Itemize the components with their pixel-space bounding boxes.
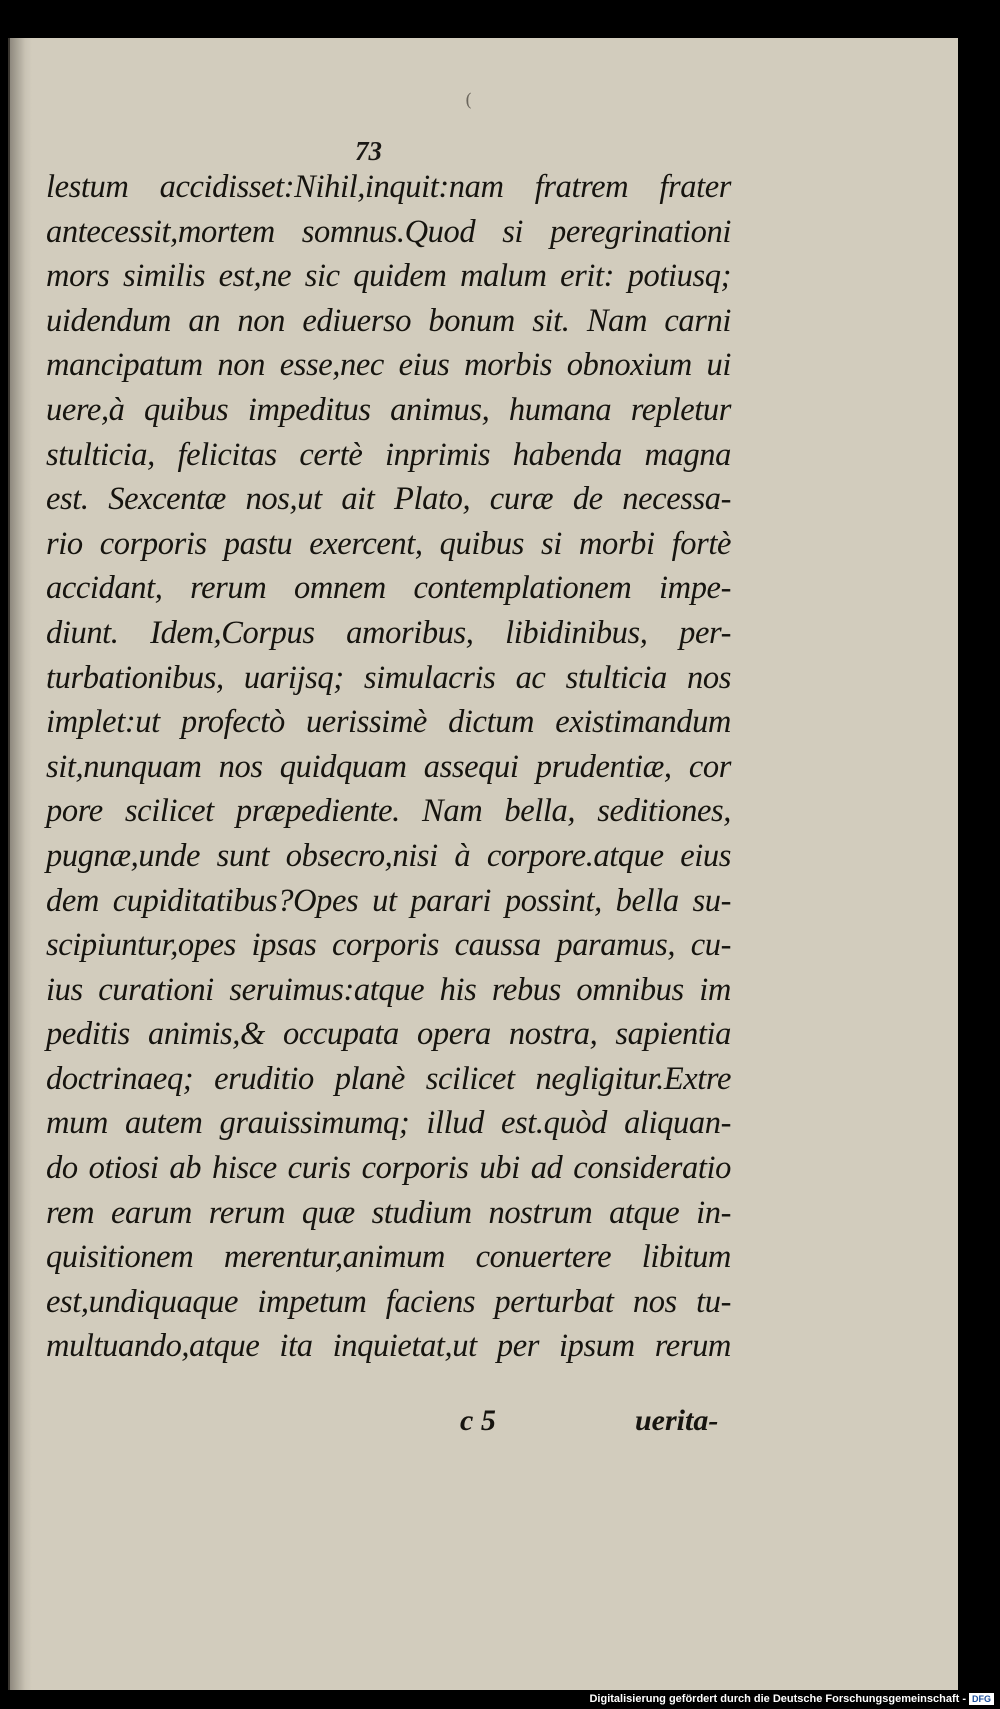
top-mark: ( <box>465 90 473 111</box>
text-line: sit,nunquam nos quidquam assequi prudentiæ, cor <box>46 748 731 785</box>
catchword: uerita- <box>635 1404 719 1437</box>
text-line: do otiosi ab hisce curis corporis ubi ad consideratio <box>46 1150 731 1187</box>
text-line: mors similis est,ne sic quidem malum erit: potiusq; <box>46 258 731 295</box>
text-line: uere,à quibus impeditus animus, humana repletur <box>46 391 731 428</box>
text-line: antecessit,mortem somnus.Quod si peregrinationi <box>46 213 731 250</box>
text-line: quisitionem merentur,animum conuertere libitum <box>46 1239 731 1276</box>
text-line: pugnæ,unde sunt obsecro,nisi à corpore.atque eius <box>46 837 731 874</box>
text-line: diunt. Idem,Corpus amoribus, libidinibus, per- <box>46 614 731 651</box>
signature-mark: c 5 <box>460 1404 496 1437</box>
text-line: mancipatum non esse,nec eius morbis obnoxium ui <box>46 347 731 384</box>
text-line: ius curationi seruimus:atque his rebus omnibus im <box>46 971 731 1008</box>
digitization-credit <box>589 1692 994 1706</box>
text-line: pore scilicet præpediente. Nam bella, seditiones, <box>46 793 731 830</box>
text-line: rem earum rerum quæ studium nostrum atque in- <box>46 1194 731 1231</box>
page-number: 73 <box>355 136 382 166</box>
text-line: uidendum an non ediuerso bonum sit. Nam carni <box>46 302 731 339</box>
text-line: est,undiquaque impetum faciens perturbat nos tu- <box>46 1283 731 1320</box>
text-line: peditis animis,& occupata opera nostra, sapientia <box>46 1016 731 1053</box>
dfg-logo: DFG <box>969 1693 994 1705</box>
text-line: est. Sexcentæ nos,ut ait Plato, curæ de necessa- <box>46 481 731 518</box>
text-line: doctrinaeq; eruditio planè scilicet negligitur.Extre <box>46 1060 731 1097</box>
book-page <box>8 38 958 1690</box>
text-line: accidant, rerum omnem contemplationem impe- <box>46 570 731 607</box>
text-line: stulticia, felicitas certè inprimis habenda magna <box>46 436 731 473</box>
text-line: rio corporis pastu exercent, quibus si morbi fortè <box>46 525 731 562</box>
page-footer <box>10 1404 770 1444</box>
text-line: mum autem grauissimumq; illud est.quòd aliquan- <box>46 1105 731 1142</box>
text-line: scipiuntur,opes ipsas corporis caussa paramus, cu- <box>46 927 731 964</box>
text-line: multuando,atque ita inquietat,ut per ipsum rerum <box>46 1328 731 1365</box>
body-text <box>46 165 731 1369</box>
text-line: turbationibus, uarijsq; simulacris ac stulticia nos <box>46 659 731 696</box>
text-line: implet:ut profectò uerissimè dictum existimandum <box>46 704 731 741</box>
text-line: lestum accidisset:Nihil,inquit:nam fratrem frater <box>46 169 731 205</box>
text-line: dem cupiditatibus?Opes ut parari possint, bella su- <box>46 882 731 919</box>
credit-text: Digitalisierung gefördert durch die Deutsche Forschungsgemeinschaft - <box>589 1693 966 1705</box>
